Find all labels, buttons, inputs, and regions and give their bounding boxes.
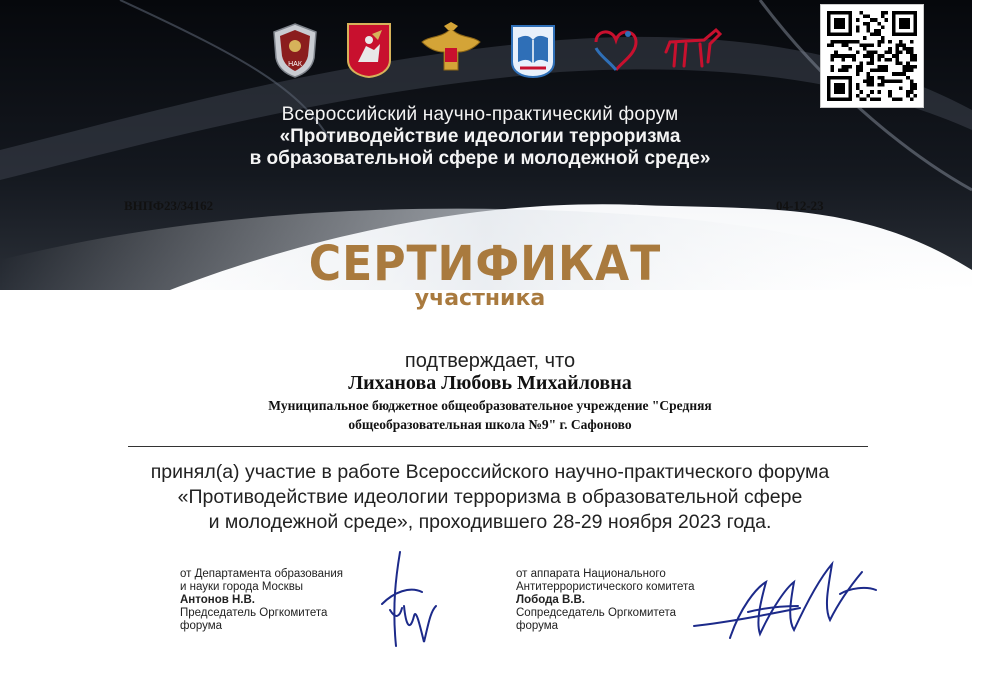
forum-title-line-2: «Противодействие идеологии терроризма <box>279 126 681 147</box>
nak-emblem-icon <box>270 22 320 78</box>
participation-line-3: и молодежной среде», проходившего 28-29 ноября 2023 года. <box>208 511 772 533</box>
certificate-title: СЕРТИФИКАТ <box>308 236 662 292</box>
certificate-subtitle: участника <box>414 286 546 311</box>
red-horse-logo-icon <box>664 22 724 78</box>
right-signatory-line-2: Антитеррористического комитета <box>516 581 695 593</box>
nak-logo-text: НАК <box>288 61 302 68</box>
qr-code[interactable] <box>820 4 924 108</box>
forum-title-line-3: в образовательной сфере и молодежной среде» <box>249 148 711 169</box>
confirms-text: подтверждает, что <box>404 350 576 372</box>
russia-eagle-emblem-icon <box>420 22 482 78</box>
participation-text <box>90 460 890 535</box>
left-signatory-name: Антонов Н.В. <box>180 594 255 606</box>
participation-line-2: «Противодействие идеологии терроризма в образовательной сфере <box>177 486 803 508</box>
right-signatory-role-2: форума <box>516 620 559 632</box>
right-signature <box>690 548 880 648</box>
participant-organization <box>190 396 790 434</box>
right-signatory-name: Лобода В.В. <box>516 594 585 606</box>
participation-line-1: принял(а) участие в работе Всероссийского научно-практического форума <box>150 461 830 483</box>
left-signatory <box>180 568 343 633</box>
participant-name: Лиханова Любовь Михайловна <box>348 372 632 394</box>
page-margin <box>972 0 1000 684</box>
forum-title-line-1: Всероссийский научно-практический форум <box>281 104 679 125</box>
forum-title <box>160 104 800 170</box>
partner-logos <box>270 22 730 82</box>
right-signatory-role-1: Сопредседатель Оргкомитета <box>516 607 677 619</box>
left-signature <box>370 546 450 664</box>
right-signatory <box>516 568 695 633</box>
left-signatory-role-2: форума <box>180 620 223 632</box>
divider <box>128 446 868 447</box>
left-signatory-role-1: Председатель Оргкомитета <box>180 607 328 619</box>
certificate-number: ВНПФ23/34162 <box>124 198 214 213</box>
book-emblem-icon <box>508 22 558 78</box>
qr-code-icon <box>827 11 917 101</box>
left-signatory-line-2: и науки города Москвы <box>180 581 304 593</box>
right-signatory-line-1: от аппарата Национального <box>516 568 666 580</box>
moscow-coat-of-arms-icon <box>344 22 394 78</box>
certificate-date: 04-12-23 <box>776 198 824 213</box>
heart-ribbon-logo-icon <box>588 22 644 78</box>
organization-line-1: Муниципальное бюджетное общеобразовательное учреждение "Средняя <box>268 398 712 413</box>
organization-line-2: общеобразовательная школа №9" г. Сафоново <box>348 417 632 432</box>
left-signatory-line-1: от Департамента образования <box>180 568 344 580</box>
